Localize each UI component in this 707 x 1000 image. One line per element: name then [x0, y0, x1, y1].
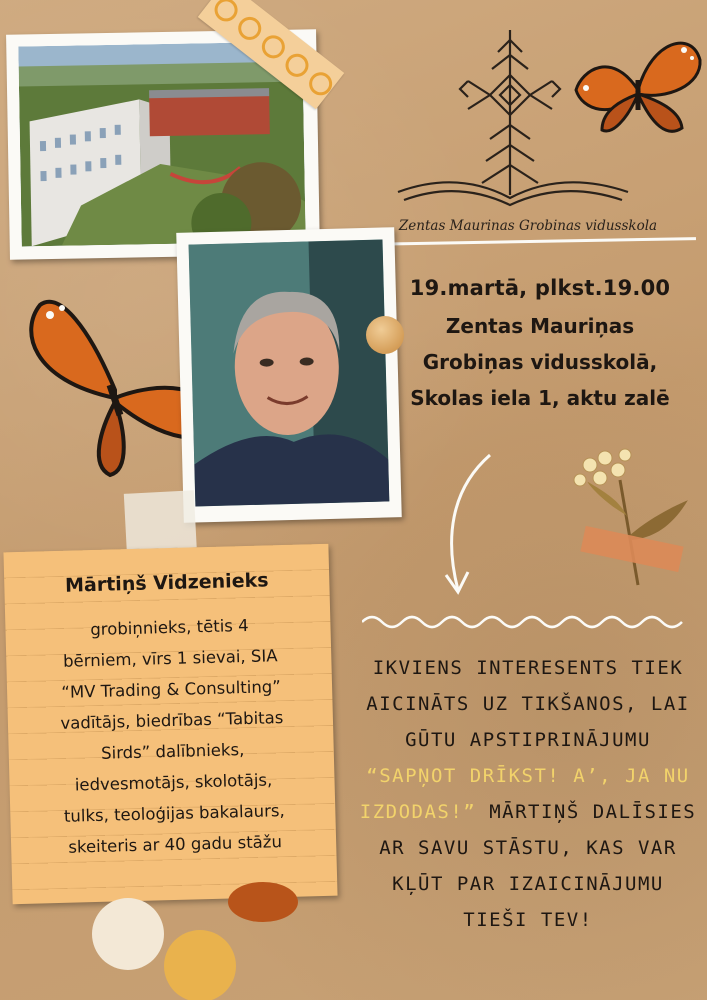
event-info: [380, 276, 700, 416]
school-name: Zentas Maurinas Grobinas vidusskola: [398, 218, 658, 234]
event-place-line: Skolas iela 1, aktu zalē: [410, 386, 670, 410]
flower-icon: [560, 440, 700, 590]
invite-part1: IKVIENS INTERESENTS TIEK AICINĀTS UZ TIKŠANOS, LAI GŪTU APSTIPRINĀJUMU: [366, 657, 690, 751]
invite-quote: “SAPŅOT DRĪKST! A’, JA NU IZDODAS!”: [359, 765, 690, 823]
bio-line: grobiņnieks, tētis 4: [90, 615, 249, 640]
school-image: [18, 42, 305, 247]
speaker-photo: [176, 227, 402, 523]
decor-circle: [228, 882, 298, 922]
decor-circle: [92, 898, 164, 970]
butterfly-top-right: [572, 30, 704, 140]
invite-part2: MĀRTIŅŠ DALĪSIES AR SAVU STĀSTU, KAS VAR KĻŪT PAR IZAICINĀJUMU TIEŠI TEV!: [379, 801, 697, 931]
bio-line: bērniem, vīrs 1 sievai, SIA: [62, 646, 278, 671]
speaker-portrait: [189, 240, 390, 507]
event-place-line: Grobiņas vidusskolā,: [422, 350, 658, 374]
speaker-note: [3, 544, 337, 904]
butterfly-icon: [572, 30, 704, 140]
divider-line: [366, 237, 696, 246]
speaker-name: Mārtiņš Vidzenieks: [64, 569, 269, 597]
speaker-bio: [19, 608, 325, 864]
bio-line: Sirds” dalībnieks,: [100, 740, 245, 763]
arrow-down-icon: [440, 450, 500, 600]
event-place-line: Zentas Mauriņas: [445, 314, 635, 338]
bio-line: iedvesmotājs, skolotājs,: [74, 770, 273, 795]
bio-line: skeiteris ar 40 gadu stāžu: [68, 832, 283, 857]
event-date: 19.martā, plkst.19.00: [409, 276, 671, 300]
wave-divider: [362, 612, 692, 632]
decor-circle: [164, 930, 236, 1000]
bio-line: vadītājs, biedrības “Tabitas: [60, 708, 284, 733]
bio-line: “MV Trading & Consulting”: [61, 677, 282, 702]
bio-line: tulks, teoloģijas bakalaurs,: [63, 801, 285, 826]
invitation-text: [358, 650, 698, 938]
